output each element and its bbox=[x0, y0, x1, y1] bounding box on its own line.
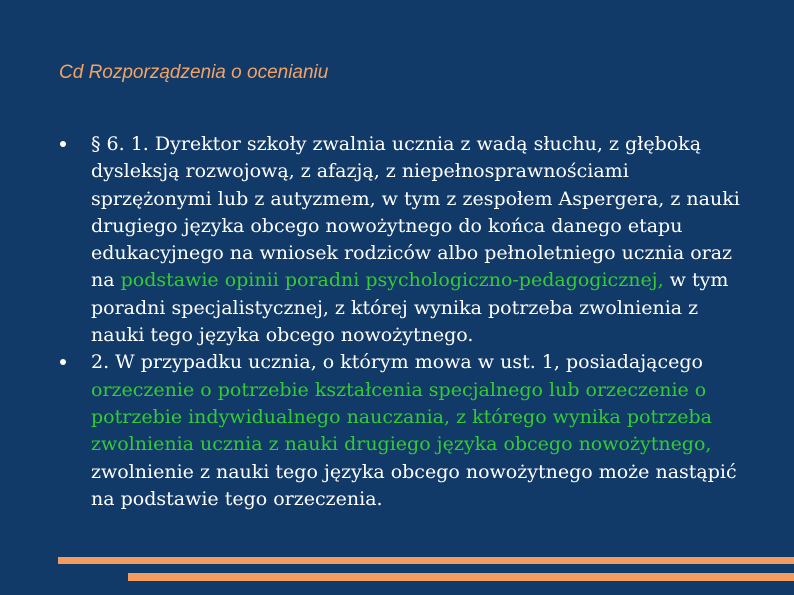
bullet-1-highlighted-text: podstawie opinii poradni psychologiczno-pedagogicznej, bbox=[120, 269, 664, 292]
accent-bar-bottom bbox=[128, 573, 794, 581]
bullet-dot-icon bbox=[60, 141, 66, 147]
bullet-2-text-part-1: 2. W przypadku ucznia, o którym mowa w ust. 1, posiadającego bbox=[91, 351, 703, 374]
bullet-2-highlighted-text: orzeczenie o potrzebie kształcenia specjalnego lub orzeczenie o potrzebie indywidualnego nauczania, z którego wynika potrzeba zwolnienia ucznia z nauki drugiego języka obcego nowożytnego, bbox=[91, 378, 712, 456]
bullet-dot-icon bbox=[60, 359, 66, 365]
bullet-list bbox=[60, 131, 750, 513]
bullet-1-text-part-1: § 6. 1. Dyrektor szkoły zwalnia ucznia z wadą słuchu, z głęboką dysleksją rozwojową, z afazją, z niepełnosprawnościami sprzężonymi lub z autyzmem, w tym z zespołem Aspergera, z nauki drugiego języka obcego nowożytnego do końca danego etapu edukacyjnego na wniosek rodziców albo pełnoletniego ucznia oraz na bbox=[91, 133, 740, 292]
bullet-item-1 bbox=[60, 131, 750, 349]
accent-bar-top bbox=[58, 557, 794, 564]
bullet-2-text-part-2: zwolnienie z nauki tego języka obcego nowożytnego może nastąpić na podstawie tego orzeczenia. bbox=[91, 460, 737, 510]
slide-title: Cd Rozporządzenia o ocenianiu bbox=[59, 62, 329, 83]
bullet-item-2 bbox=[60, 349, 750, 513]
bullet-1-text-part-2: w tym poradni specjalistycznej, z której wynika potrzeba zwolnienia z nauki tego języka obcego nowożytnego. bbox=[91, 269, 729, 347]
